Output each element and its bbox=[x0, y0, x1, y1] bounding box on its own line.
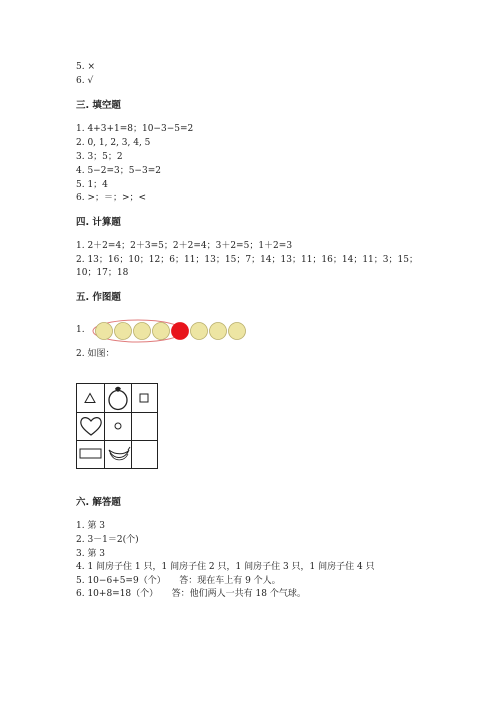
yellow-circle bbox=[153, 323, 170, 340]
s6-answer-3: 3. 第 3 bbox=[76, 549, 106, 559]
banana-icon bbox=[107, 444, 131, 464]
section-5-title: 五. 作图题 bbox=[76, 292, 121, 303]
yellow-circle bbox=[229, 323, 246, 340]
yellow-circle bbox=[96, 323, 113, 340]
heart-icon bbox=[79, 414, 103, 438]
s4-answer-2a: 2. 13；16；10；12；6；11；13；15；7；14；13；11；16；14；11；3；15； bbox=[76, 255, 418, 265]
s6-answer-1: 1. 第 3 bbox=[76, 521, 106, 531]
s3-answer-2: 2. 0, 1, 2, 3, 4, 5 bbox=[76, 138, 151, 148]
s3-answer-1: 1. 4+3+1=8；10−3−5=2 bbox=[76, 124, 194, 134]
apple-icon bbox=[106, 385, 130, 411]
yellow-circle bbox=[134, 323, 151, 340]
section-3-title: 三. 填空题 bbox=[76, 100, 121, 111]
yellow-circle bbox=[191, 323, 208, 340]
s3-answer-5: 5. 1；4 bbox=[76, 180, 108, 190]
circle-row-drawing bbox=[90, 318, 250, 344]
s3-answer-3: 3. 3；5；2 bbox=[76, 152, 123, 162]
yellow-circle bbox=[115, 323, 132, 340]
picture-grid bbox=[76, 383, 158, 469]
section-6-title: 六. 解答题 bbox=[76, 497, 121, 508]
yellow-circle bbox=[210, 323, 227, 340]
s6-answer-4: 4. 1 间房子住 1 只，1 间房子住 2 只，1 间房子住 3 只，1 间房子住 4 只 bbox=[76, 562, 375, 572]
rectangle-icon bbox=[79, 448, 103, 460]
s3-answer-6: 6. >；＝；>；< bbox=[76, 193, 147, 203]
s3-answer-4: 4. 5−2=3；5−3=2 bbox=[76, 166, 161, 176]
s6-answer-5: 5. 10−6+5=9（个） 答：现在车上有 9 个人。 bbox=[76, 576, 281, 586]
s5-answer-1-label: 1. bbox=[76, 325, 85, 335]
s6-answer-2: 2. 3－1＝2(个) bbox=[76, 535, 139, 545]
s5-answer-2-label: 2. 如图： bbox=[76, 349, 115, 359]
s4-answer-2b: 10；17；18 bbox=[76, 268, 129, 278]
answer-5: 5. × bbox=[76, 62, 95, 72]
s4-answer-1: 1. 2＋2=4；2＋3=5；2＋2=4；3＋2=5；1＋2=3 bbox=[76, 241, 293, 251]
section-4-title: 四. 计算题 bbox=[76, 217, 121, 228]
small-circle-icon bbox=[113, 421, 123, 431]
triangle-icon bbox=[84, 392, 96, 404]
red-circle bbox=[172, 323, 189, 340]
s6-answer-6: 6. 10+8=18（个） 答：他们两人一共有 18 个气球。 bbox=[76, 589, 306, 599]
answer-6: 6. √ bbox=[76, 76, 94, 86]
square-icon bbox=[139, 393, 149, 403]
